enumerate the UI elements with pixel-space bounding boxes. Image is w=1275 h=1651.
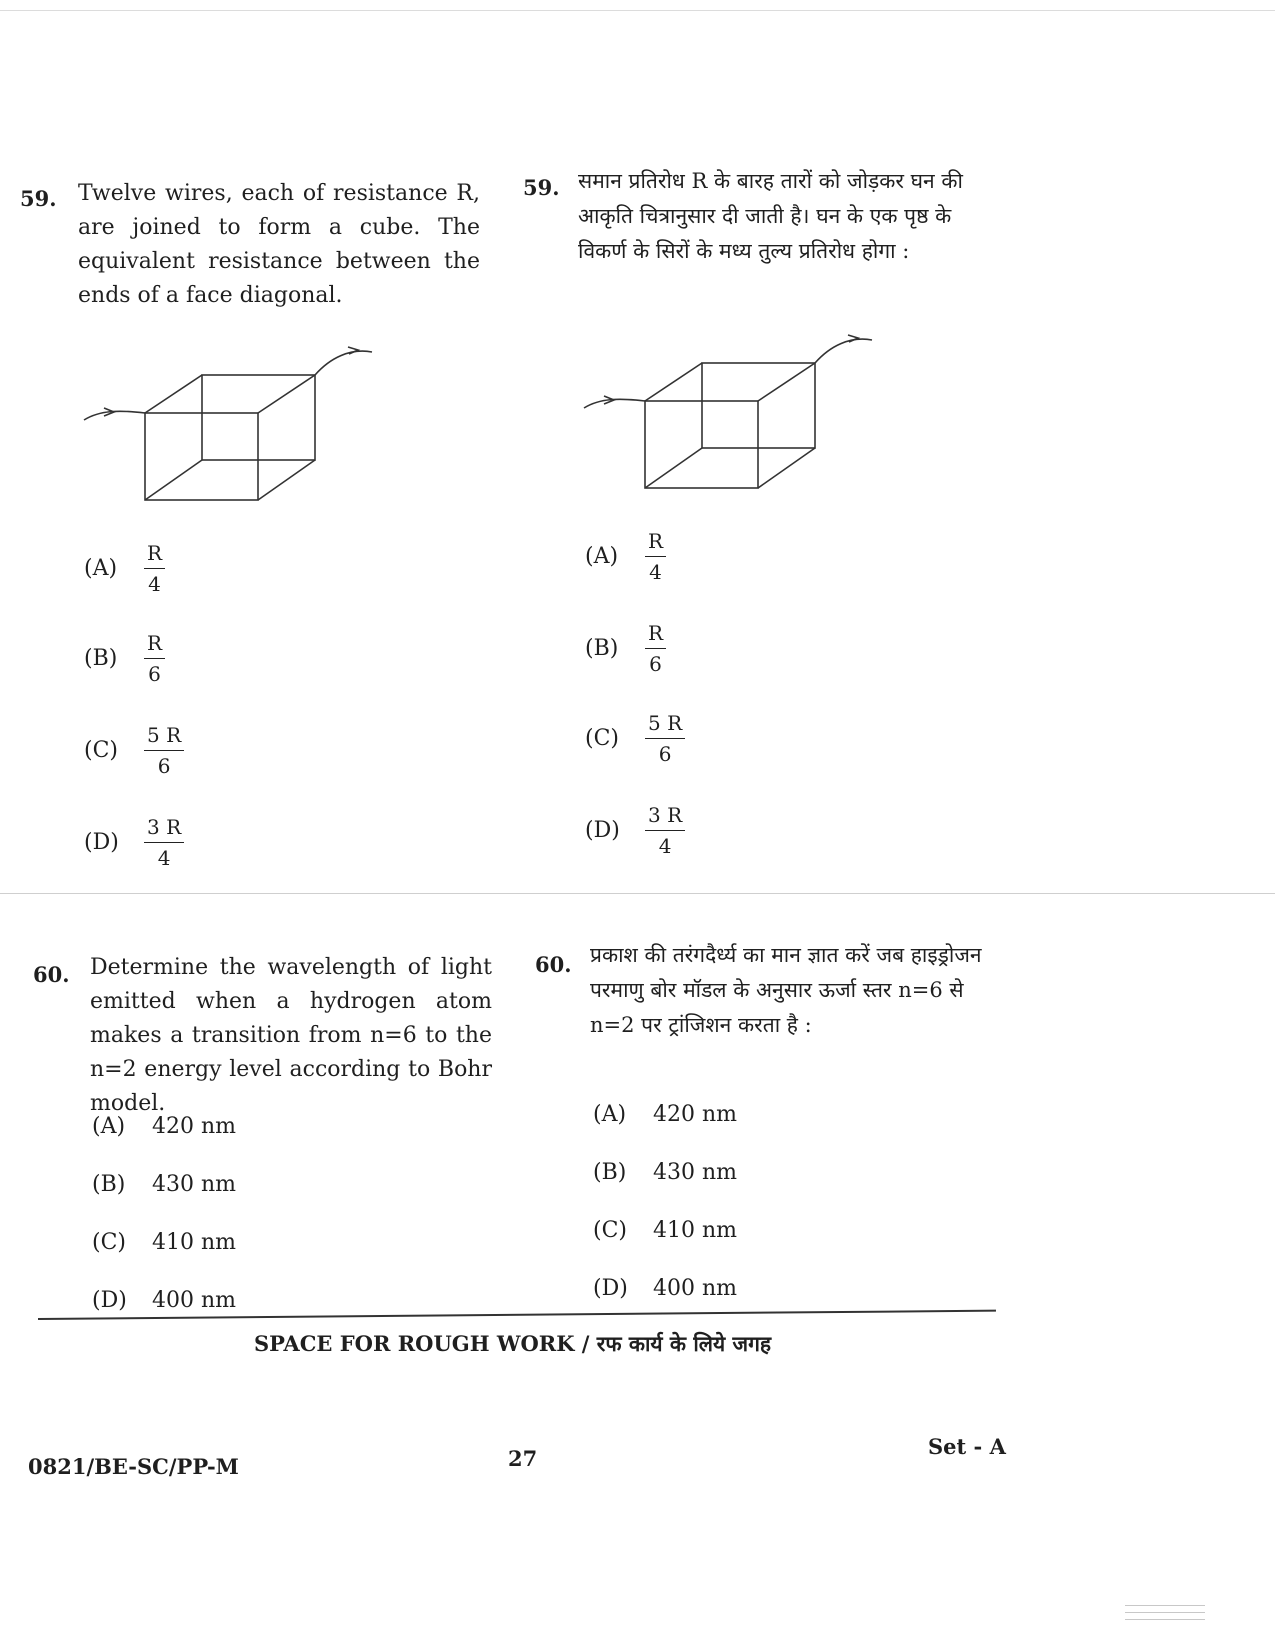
fraction-numerator: R xyxy=(144,540,165,569)
output-wire xyxy=(315,351,372,375)
fraction-numerator: 3 R xyxy=(144,814,184,843)
option-fraction xyxy=(144,540,165,597)
cube-edge xyxy=(758,448,815,488)
option-fraction xyxy=(645,620,666,677)
option-label: (A) xyxy=(593,1102,627,1127)
page-number: 27 xyxy=(508,1446,538,1471)
option-value: 410 nm xyxy=(653,1218,738,1243)
q60-hi-option-c[interactable] xyxy=(593,1218,737,1243)
option-fraction xyxy=(645,710,685,767)
q59-en-cube-diagram xyxy=(80,340,380,510)
option-label: (C) xyxy=(593,1218,627,1243)
option-fraction xyxy=(645,528,666,585)
option-value: 430 nm xyxy=(152,1172,237,1197)
q59-en-number: 59. xyxy=(20,186,57,211)
q59-hi-cube-diagram xyxy=(580,328,880,498)
option-label: (D) xyxy=(593,1276,628,1301)
option-value: 400 nm xyxy=(653,1276,738,1301)
option-value: 400 nm xyxy=(152,1288,237,1313)
q60-en-number: 60. xyxy=(33,962,70,987)
q59-en-option-b[interactable] xyxy=(84,630,165,687)
section-divider xyxy=(0,893,1275,894)
cube-edge xyxy=(758,363,815,401)
q60-hi-option-a[interactable] xyxy=(593,1102,737,1127)
output-wire xyxy=(815,339,872,363)
option-value: 410 nm xyxy=(152,1230,237,1255)
q59-hi-option-d[interactable] xyxy=(585,802,685,859)
q59-en-text: Twelve wires, each of resistance R, are joined to form a cube. The equivalent resistance between the ends of a face diagonal. xyxy=(78,181,480,308)
fraction-denominator: 6 xyxy=(658,742,672,766)
option-label: (A) xyxy=(92,1114,126,1139)
fraction-denominator: 4 xyxy=(649,560,662,584)
paper-code: 0821/BE-SC/PP-M xyxy=(28,1454,239,1479)
fraction-denominator: 4 xyxy=(157,846,171,870)
q59-hi-option-b[interactable] xyxy=(585,620,666,677)
option-label: (C) xyxy=(84,738,118,763)
q60-hi-option-b[interactable] xyxy=(593,1160,737,1185)
option-fraction xyxy=(144,814,184,871)
cube-edge xyxy=(258,375,315,413)
option-label: (B) xyxy=(84,646,118,671)
fraction-numerator: 5 R xyxy=(144,722,184,751)
cube-edge xyxy=(145,460,202,500)
option-value: 420 nm xyxy=(152,1114,237,1139)
option-fraction xyxy=(144,630,165,687)
fraction-denominator: 4 xyxy=(148,572,161,596)
output-arrowhead xyxy=(348,347,358,354)
q59-en-option-d[interactable] xyxy=(84,814,184,871)
cube-edge xyxy=(645,363,702,401)
q60-en-text: Determine the wavelength of light emitted when a hydrogen atom makes a transition from n=6 to the n=2 energy level according to Bohr model. xyxy=(90,955,492,1116)
rough-work-caption: SPACE FOR ROUGH WORK / रफ कार्य के लिये जगह xyxy=(254,1331,772,1356)
fraction-numerator: 3 R xyxy=(645,802,685,831)
option-label: (D) xyxy=(84,830,119,855)
option-label: (C) xyxy=(585,726,619,751)
scan-edge-line xyxy=(1125,1605,1205,1606)
option-label: (D) xyxy=(92,1288,127,1313)
fraction-denominator: 6 xyxy=(649,652,662,676)
q60-en-option-c[interactable] xyxy=(92,1230,236,1255)
option-fraction xyxy=(144,722,184,779)
q59-hi-text: समान प्रतिरोध R के बारह तारों को जोड़कर घन की आकृति चित्रानुसार दी जाती है। घन के एक पृष्ठ के विकर्ण के सिरों के मध्य तुल्य प्रतिरोध होगा : xyxy=(578,169,963,263)
option-value: 430 nm xyxy=(653,1160,738,1185)
fraction-denominator: 4 xyxy=(658,834,672,858)
cube-edge xyxy=(258,460,315,500)
scan-edge-line xyxy=(1125,1619,1205,1620)
fraction-numerator: R xyxy=(645,620,666,649)
set-label: Set - A xyxy=(928,1434,1006,1459)
scan-edge-line xyxy=(1125,1612,1205,1613)
q59-hi-number: 59. xyxy=(523,175,560,200)
fraction-numerator: 5 R xyxy=(645,710,685,739)
q60-en-option-a[interactable] xyxy=(92,1114,236,1139)
fraction-denominator: 6 xyxy=(148,662,161,686)
option-fraction xyxy=(645,802,685,859)
option-label: (B) xyxy=(92,1172,126,1197)
fraction-denominator: 6 xyxy=(157,754,171,778)
q59-en-option-a[interactable] xyxy=(84,540,165,597)
q60-hi-text: प्रकाश की तरंगदैर्ध्य का मान ज्ञात करें जब हाइड्रोजन परमाणु बोर मॉडल के अनुसार ऊर्जा स्तर n=6 से n=2 पर ट्रांजिशन करता है : xyxy=(590,943,982,1037)
option-label: (A) xyxy=(585,544,619,569)
cube-edge xyxy=(645,448,702,488)
option-label: (B) xyxy=(593,1160,627,1185)
q60-hi-number: 60. xyxy=(535,952,572,977)
option-label: (D) xyxy=(585,818,620,843)
q59-hi-option-a[interactable] xyxy=(585,528,666,585)
fraction-numerator: R xyxy=(144,630,165,659)
cube-edge xyxy=(145,375,202,413)
fraction-numerator: R xyxy=(645,528,666,557)
page-top-edge xyxy=(0,10,1275,11)
q60-en-option-b[interactable] xyxy=(92,1172,236,1197)
option-label: (C) xyxy=(92,1230,126,1255)
q60-hi-option-d[interactable] xyxy=(593,1276,737,1301)
q59-hi-option-c[interactable] xyxy=(585,710,685,767)
option-label: (B) xyxy=(585,636,619,661)
q60-en-option-d[interactable] xyxy=(92,1288,236,1313)
option-label: (A) xyxy=(84,556,118,581)
option-value: 420 nm xyxy=(653,1102,738,1127)
output-arrowhead xyxy=(848,335,858,342)
q59-en-option-c[interactable] xyxy=(84,722,184,779)
